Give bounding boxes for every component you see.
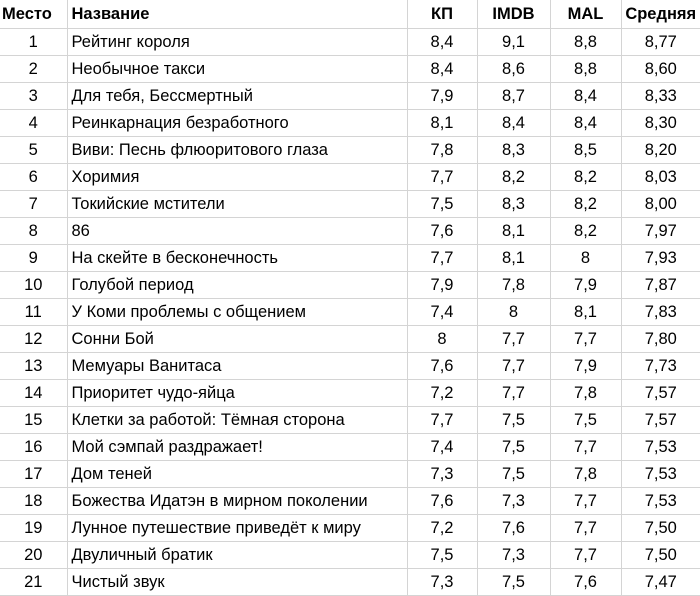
cell-avg[interactable]: 8,77	[621, 29, 700, 56]
header-name[interactable]: Название	[67, 0, 407, 29]
cell-avg[interactable]: 7,73	[621, 353, 700, 380]
cell-imdb[interactable]: 8,2	[477, 164, 550, 191]
cell-imdb[interactable]: 8,4	[477, 110, 550, 137]
cell-rank[interactable]: 13	[0, 353, 67, 380]
table-header	[0, 0, 700, 29]
cell-rank[interactable]: 6	[0, 164, 67, 191]
cell-mal[interactable]: 7,7	[550, 488, 621, 515]
cell-mal[interactable]: 8,8	[550, 56, 621, 83]
cell-mal[interactable]: 7,7	[550, 542, 621, 569]
table-row	[0, 461, 700, 488]
cell-imdb[interactable]: 7,3	[477, 488, 550, 515]
cell-rank[interactable]: 21	[0, 569, 67, 596]
cell-kp[interactable]: 7,3	[407, 569, 477, 596]
cell-imdb[interactable]: 7,5	[477, 461, 550, 488]
cell-imdb[interactable]: 7,7	[477, 353, 550, 380]
cell-name[interactable]: Мемуары Ванитаса	[67, 353, 407, 380]
cell-rank[interactable]: 12	[0, 326, 67, 353]
cell-mal[interactable]: 7,8	[550, 380, 621, 407]
cell-name[interactable]: Приоритет чудо-яйца	[67, 380, 407, 407]
cell-mal[interactable]: 8,5	[550, 137, 621, 164]
table-row	[0, 353, 700, 380]
cell-name[interactable]: На скейте в бесконечность	[67, 245, 407, 272]
cell-mal[interactable]: 8,2	[550, 164, 621, 191]
cell-imdb[interactable]: 9,1	[477, 29, 550, 56]
cell-name[interactable]: Мой сэмпай раздражает!	[67, 434, 407, 461]
cell-kp[interactable]: 7,4	[407, 434, 477, 461]
cell-kp[interactable]: 7,2	[407, 380, 477, 407]
cell-mal[interactable]: 8,2	[550, 218, 621, 245]
header-avg[interactable]: Средняя	[621, 0, 700, 29]
cell-avg[interactable]: 8,20	[621, 137, 700, 164]
cell-rank[interactable]: 9	[0, 245, 67, 272]
cell-name[interactable]: Хоримия	[67, 164, 407, 191]
cell-avg[interactable]: 7,53	[621, 461, 700, 488]
cell-avg[interactable]: 7,57	[621, 407, 700, 434]
table-row	[0, 434, 700, 461]
cell-rank[interactable]: 5	[0, 137, 67, 164]
cell-kp[interactable]: 7,7	[407, 164, 477, 191]
cell-avg[interactable]: 8,30	[621, 110, 700, 137]
cell-mal[interactable]: 8	[550, 245, 621, 272]
table-row	[0, 407, 700, 434]
cell-mal[interactable]: 8,4	[550, 110, 621, 137]
cell-rank[interactable]: 16	[0, 434, 67, 461]
table-row	[0, 137, 700, 164]
cell-kp[interactable]: 7,7	[407, 245, 477, 272]
cell-avg[interactable]: 8,33	[621, 83, 700, 110]
cell-mal[interactable]: 7,6	[550, 569, 621, 596]
cell-imdb[interactable]: 7,6	[477, 515, 550, 542]
cell-imdb[interactable]: 8	[477, 299, 550, 326]
cell-rank[interactable]: 8	[0, 218, 67, 245]
cell-mal[interactable]: 7,7	[550, 326, 621, 353]
cell-name[interactable]: Лунное путешествие приведёт к миру	[67, 515, 407, 542]
cell-name[interactable]: Рейтинг короля	[67, 29, 407, 56]
cell-mal[interactable]: 8,1	[550, 299, 621, 326]
table-row	[0, 110, 700, 137]
table-row	[0, 488, 700, 515]
table-row	[0, 326, 700, 353]
cell-rank[interactable]: 15	[0, 407, 67, 434]
cell-rank[interactable]: 7	[0, 191, 67, 218]
cell-kp[interactable]: 7,6	[407, 218, 477, 245]
table-row	[0, 83, 700, 110]
cell-rank[interactable]: 3	[0, 83, 67, 110]
table-row	[0, 515, 700, 542]
cell-mal[interactable]: 8,8	[550, 29, 621, 56]
cell-avg[interactable]: 7,50	[621, 515, 700, 542]
cell-imdb[interactable]: 8,1	[477, 218, 550, 245]
cell-kp[interactable]: 7,7	[407, 407, 477, 434]
table-body	[0, 29, 700, 596]
cell-avg[interactable]: 7,80	[621, 326, 700, 353]
cell-rank[interactable]: 10	[0, 272, 67, 299]
cell-kp[interactable]: 7,8	[407, 137, 477, 164]
cell-kp[interactable]: 7,6	[407, 488, 477, 515]
cell-mal[interactable]: 8,4	[550, 83, 621, 110]
cell-avg[interactable]: 7,57	[621, 380, 700, 407]
cell-imdb[interactable]: 8,6	[477, 56, 550, 83]
cell-kp[interactable]: 7,9	[407, 83, 477, 110]
table-row	[0, 164, 700, 191]
cell-name[interactable]: Виви: Песнь флюоритового глаза	[67, 137, 407, 164]
cell-kp[interactable]: 8	[407, 326, 477, 353]
cell-avg[interactable]: 7,53	[621, 488, 700, 515]
cell-kp[interactable]: 7,4	[407, 299, 477, 326]
table-row	[0, 245, 700, 272]
table-row	[0, 29, 700, 56]
cell-imdb[interactable]: 7,5	[477, 407, 550, 434]
cell-imdb[interactable]: 8,7	[477, 83, 550, 110]
table-row	[0, 299, 700, 326]
cell-kp[interactable]: 7,2	[407, 515, 477, 542]
table-row	[0, 56, 700, 83]
cell-imdb[interactable]: 7,3	[477, 542, 550, 569]
cell-kp[interactable]: 8,4	[407, 56, 477, 83]
cell-name[interactable]: Дом теней	[67, 461, 407, 488]
cell-rank[interactable]: 11	[0, 299, 67, 326]
cell-name[interactable]: Клетки за работой: Тёмная сторона	[67, 407, 407, 434]
header-rank[interactable]: Место	[0, 0, 67, 29]
cell-avg[interactable]: 8,03	[621, 164, 700, 191]
cell-name[interactable]: Двуличный братик	[67, 542, 407, 569]
cell-mal[interactable]: 7,9	[550, 353, 621, 380]
cell-name[interactable]: Чистый звук	[67, 569, 407, 596]
cell-rank[interactable]: 14	[0, 380, 67, 407]
cell-avg[interactable]: 8,60	[621, 56, 700, 83]
cell-rank[interactable]: 4	[0, 110, 67, 137]
cell-kp[interactable]: 7,3	[407, 461, 477, 488]
cell-name[interactable]: Реинкарнация безработного	[67, 110, 407, 137]
cell-name[interactable]: Для тебя, Бессмертный	[67, 83, 407, 110]
cell-rank[interactable]: 2	[0, 56, 67, 83]
cell-kp[interactable]: 7,5	[407, 191, 477, 218]
cell-name[interactable]: Необычное такси	[67, 56, 407, 83]
cell-imdb[interactable]: 8,3	[477, 191, 550, 218]
cell-avg[interactable]: 8,00	[621, 191, 700, 218]
cell-name[interactable]: Сонни Бой	[67, 326, 407, 353]
cell-name[interactable]: У Коми проблемы с общением	[67, 299, 407, 326]
cell-kp[interactable]: 7,6	[407, 353, 477, 380]
header-kp[interactable]: КП	[407, 0, 477, 29]
cell-rank[interactable]: 1	[0, 29, 67, 56]
table-row	[0, 218, 700, 245]
cell-imdb[interactable]: 7,5	[477, 434, 550, 461]
cell-avg[interactable]: 7,50	[621, 542, 700, 569]
cell-mal[interactable]: 7,7	[550, 515, 621, 542]
cell-imdb[interactable]: 7,7	[477, 380, 550, 407]
cell-mal[interactable]: 7,7	[550, 434, 621, 461]
cell-avg[interactable]: 7,87	[621, 272, 700, 299]
header-row	[0, 0, 700, 29]
cell-name[interactable]: Божества Идатэн в мирном поколении	[67, 488, 407, 515]
cell-avg[interactable]: 7,47	[621, 569, 700, 596]
cell-kp[interactable]: 7,5	[407, 542, 477, 569]
table-row	[0, 380, 700, 407]
cell-kp[interactable]: 8,1	[407, 110, 477, 137]
cell-rank[interactable]: 20	[0, 542, 67, 569]
cell-avg[interactable]: 7,93	[621, 245, 700, 272]
table-row	[0, 191, 700, 218]
cell-avg[interactable]: 7,83	[621, 299, 700, 326]
cell-imdb[interactable]: 8,1	[477, 245, 550, 272]
cell-rank[interactable]: 17	[0, 461, 67, 488]
cell-imdb[interactable]: 8,3	[477, 137, 550, 164]
table-row	[0, 272, 700, 299]
cell-mal[interactable]: 7,9	[550, 272, 621, 299]
header-imdb[interactable]: IMDB	[477, 0, 550, 29]
cell-name[interactable]: Голубой период	[67, 272, 407, 299]
cell-imdb[interactable]: 7,5	[477, 569, 550, 596]
cell-kp[interactable]: 7,9	[407, 272, 477, 299]
cell-kp[interactable]: 8,4	[407, 29, 477, 56]
cell-rank[interactable]: 18	[0, 488, 67, 515]
cell-mal[interactable]: 8,2	[550, 191, 621, 218]
cell-mal[interactable]: 7,5	[550, 407, 621, 434]
cell-avg[interactable]: 7,97	[621, 218, 700, 245]
cell-name[interactable]: 86	[67, 218, 407, 245]
cell-name[interactable]: Токийские мстители	[67, 191, 407, 218]
table-row	[0, 542, 700, 569]
cell-avg[interactable]: 7,53	[621, 434, 700, 461]
cell-rank[interactable]: 19	[0, 515, 67, 542]
cell-imdb[interactable]: 7,7	[477, 326, 550, 353]
cell-imdb[interactable]: 7,8	[477, 272, 550, 299]
header-mal[interactable]: MAL	[550, 0, 621, 29]
cell-mal[interactable]: 7,8	[550, 461, 621, 488]
